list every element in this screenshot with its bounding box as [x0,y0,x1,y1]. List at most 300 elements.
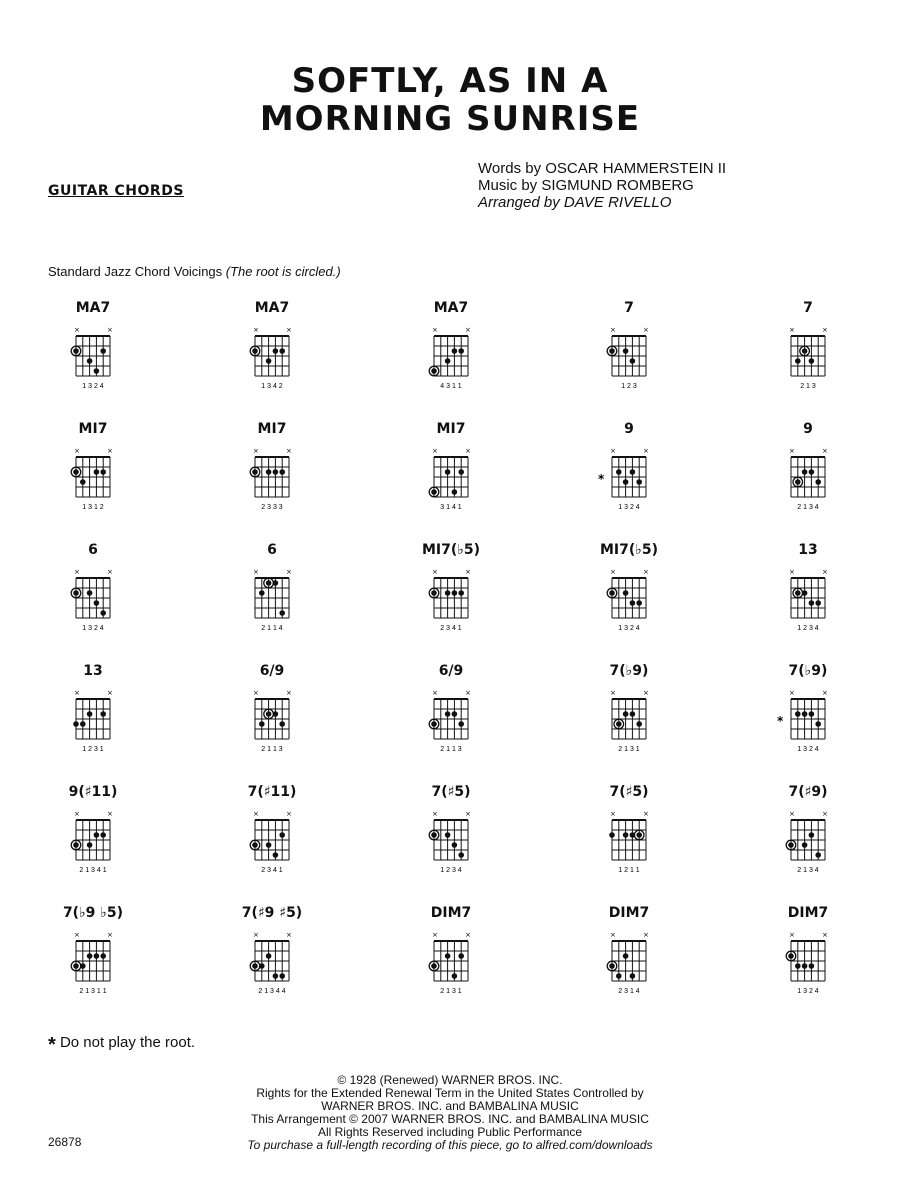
fretboard-diagram [579,560,679,640]
chord-name: MI7 [78,421,108,437]
finger-dot [802,711,808,717]
finger-dot [795,358,801,364]
finger-dot [636,600,642,606]
svg-text:×: × [74,326,80,334]
finger-dot [630,358,636,364]
fingering-label: 1 3 1 2 [82,504,104,511]
svg-text:×: × [253,326,259,334]
fingering-label: 1 3 2 4 [82,625,104,632]
voicings-note: (The root is circled.) [225,264,341,279]
finger-dot [266,842,272,848]
svg-text:×: × [253,689,259,697]
chord-name: MA7 [75,300,111,316]
finger-dot [73,963,79,969]
finger-dot [795,711,801,717]
finger-dot [431,721,437,727]
fretboard-diagram [579,923,679,1003]
fingering-label: 4 3 1 1 [440,383,462,390]
fretboard-diagram [222,560,322,640]
svg-text:×: × [107,689,113,697]
finger-dot [458,852,464,858]
svg-text:×: × [74,689,80,697]
svg-text:×: × [465,568,471,576]
fretboard-diagram [758,681,858,761]
chord-diagram [579,663,679,773]
svg-text:×: × [107,326,113,334]
finger-dot [458,348,464,354]
fingering-label: 1 3 2 4 [797,746,819,753]
fingering-label: 3 1 4 1 [440,504,462,511]
svg-text:×: × [643,810,649,818]
chord-diagram [758,905,858,1015]
finger-dot [87,711,93,717]
finger-dot [279,610,285,616]
finger-dot [94,953,100,959]
finger-dot [802,963,808,969]
finger-dot [630,711,636,717]
svg-text:×: × [643,447,649,455]
fretboard-diagram [579,802,679,882]
svg-text:×: × [643,931,649,939]
fretboard-diagram [222,802,322,882]
svg-text:×: × [107,447,113,455]
finger-dot [815,479,821,485]
copyright-line: To purchase a full-length recording of this piece, go to alfred.com/downloads [247,1138,653,1152]
svg-text:×: × [789,810,795,818]
finger-dot [266,469,272,475]
finger-dot [609,348,615,354]
finger-dot [802,469,808,475]
svg-text:×: × [107,931,113,939]
svg-text:×: × [822,326,828,334]
finger-dot [259,721,265,727]
svg-text:×: × [610,689,616,697]
finger-dot [452,973,458,979]
finger-dot [452,489,458,495]
finger-dot [636,832,642,838]
svg-text:×: × [465,689,471,697]
finger-dot [87,590,93,596]
fretboard-diagram [222,681,322,761]
fingering-label: 2 1 3 4 [797,504,819,511]
finger-dot [616,973,622,979]
finger-dot [273,469,279,475]
fretboard-diagram [401,923,501,1003]
finger-dot [273,852,279,858]
chord-diagram [401,542,501,652]
finger-dot [279,469,285,475]
svg-text:×: × [107,568,113,576]
chord-diagram [43,300,143,410]
svg-text:×: × [465,931,471,939]
finger-dot [273,348,279,354]
svg-text:×: × [789,447,795,455]
svg-text:×: × [253,810,259,818]
finger-dot [431,368,437,374]
copyright-block [0,1074,900,1152]
finger-dot [279,832,285,838]
svg-text:×: × [74,810,80,818]
copyright-line: All Rights Reserved including Public Performance [317,1125,583,1139]
copyright-line: WARNER BROS. INC. and BAMBALINA MUSIC [321,1099,579,1113]
finger-dot [809,832,815,838]
finger-dot [623,953,629,959]
finger-dot [609,963,615,969]
fingering-label: 1 3 2 4 [618,625,640,632]
fingering-label: 2 1 3 4 1 [79,867,107,874]
fingering-label: 1 2 1 1 [618,867,640,874]
svg-text:×: × [253,568,259,576]
finger-dot [273,711,279,717]
svg-text:×: × [822,689,828,697]
svg-text:×: × [286,326,292,334]
chord-diagram [758,542,858,652]
chord-diagram [222,542,322,652]
finger-dot [73,590,79,596]
finger-dot [94,469,100,475]
finger-dot [623,590,629,596]
chord-diagram [579,542,679,652]
no-root-marker: * [777,714,784,728]
finger-dot [431,590,437,596]
chord-name: 9 [803,421,813,437]
finger-dot [809,711,815,717]
svg-text:×: × [643,568,649,576]
fingering-label: 1 2 3 4 [797,625,819,632]
chord-diagram [222,905,322,1015]
finger-dot [252,469,258,475]
chord-name: 13 [798,542,818,558]
svg-text:×: × [253,447,259,455]
chord-diagram [401,421,501,531]
svg-text:×: × [286,568,292,576]
chord-diagram [401,663,501,773]
fingering-label: 1 2 3 1 [82,746,104,753]
finger-dot [802,348,808,354]
finger-dot [623,479,629,485]
fretboard-diagram [43,923,143,1003]
finger-dot [87,358,93,364]
svg-text:×: × [643,326,649,334]
finger-dot [452,590,458,596]
finger-dot [809,600,815,606]
finger-dot [809,469,815,475]
chord-name: 9(♯11) [68,784,118,800]
chord-diagram [43,663,143,773]
arranger-credit: Arranged by DAVE RIVELLO [478,194,672,211]
finger-dot [636,479,642,485]
chord-name: 13 [83,663,103,679]
fretboard-diagram [579,439,679,519]
finger-dot [445,832,451,838]
finger-dot [452,842,458,848]
finger-dot [630,973,636,979]
svg-text:×: × [432,689,438,697]
svg-text:×: × [253,931,259,939]
finger-dot [266,358,272,364]
svg-text:×: × [789,568,795,576]
finger-dot [630,600,636,606]
finger-dot [80,479,86,485]
finger-dot [73,469,79,475]
chord-name: 7(♯9) [788,784,828,800]
fingering-label: 2 1 3 1 [618,746,640,753]
chord-name: MI7 [257,421,287,437]
finger-dot [100,348,106,354]
finger-dot [458,953,464,959]
finger-dot [73,721,79,727]
svg-text:×: × [286,810,292,818]
chord-diagram [758,784,858,894]
svg-text:×: × [610,326,616,334]
fingering-label: 2 1 1 4 [261,625,283,632]
chord-diagram [401,905,501,1015]
chord-name: MA7 [254,300,290,316]
fingering-label: 2 3 3 3 [261,504,283,511]
chord-diagram [401,784,501,894]
finger-dot [100,953,106,959]
finger-dot [458,721,464,727]
fretboard-diagram [579,318,679,398]
svg-text:×: × [74,447,80,455]
finger-dot [266,711,272,717]
chord-name: MI7 [436,421,466,437]
svg-text:×: × [465,810,471,818]
finger-dot [100,832,106,838]
finger-dot [279,973,285,979]
finger-dot [259,590,265,596]
chord-name: 7(♯5) [609,784,649,800]
voicings-caption [48,264,341,279]
words-credit: Words by OSCAR HAMMERSTEIN II [478,160,727,177]
finger-dot [73,842,79,848]
finger-dot [73,348,79,354]
finger-dot [431,832,437,838]
chord-diagram [222,421,322,531]
fingering-label: 2 1 3 1 1 [79,988,107,995]
chord-name: MI7(♭5) [421,542,481,558]
title-line-2: MORNING SUNRISE [259,99,641,139]
chord-diagram [401,300,501,410]
finger-dot [630,469,636,475]
svg-text:×: × [610,447,616,455]
finger-dot [80,721,86,727]
copyright-line: This Arrangement © 2007 WARNER BROS. INC. and BAMBALINA MUSIC [251,1112,649,1126]
fretboard-diagram [401,560,501,640]
catalog-number: 26878 [48,1135,82,1149]
finger-dot [445,953,451,959]
finger-dot [623,348,629,354]
finger-dot [445,711,451,717]
finger-dot [100,711,106,717]
finger-dot [452,711,458,717]
no-root-marker: * [598,472,605,486]
chord-name: 7(♯9 ♯5) [241,905,303,921]
chord-diagram [222,300,322,410]
chord-diagram [222,663,322,773]
finger-dot [788,953,794,959]
finger-dot [431,489,437,495]
fingering-label: 1 3 2 4 [82,383,104,390]
finger-dot [802,842,808,848]
finger-dot [458,469,464,475]
finger-dot [445,469,451,475]
chord-name: MA7 [433,300,469,316]
chord-diagram [43,905,143,1015]
chord-diagram [222,784,322,894]
finger-dot [94,832,100,838]
fingering-label: 2 1 1 3 [261,746,283,753]
fretboard-diagram [401,439,501,519]
svg-text:×: × [789,326,795,334]
finger-dot [100,469,106,475]
fretboard-diagram [222,439,322,519]
chord-name: 7(♭9) [609,663,649,679]
fretboard-diagram [758,560,858,640]
voicings-label: Standard Jazz Chord Voicings [48,264,223,279]
fretboard-diagram [758,318,858,398]
fretboard-diagram [43,802,143,882]
finger-dot [100,610,106,616]
footnote [48,1034,195,1057]
finger-dot [616,721,622,727]
svg-text:×: × [822,568,828,576]
fingering-label: 2 3 4 1 [261,867,283,874]
fingering-label: 1 2 3 [621,383,637,390]
fretboard-diagram [579,681,679,761]
finger-dot [252,842,258,848]
svg-text:×: × [822,447,828,455]
svg-text:×: × [610,931,616,939]
copyright-line: Rights for the Extended Renewal Term in the United States Controlled by [256,1086,644,1100]
finger-dot [809,963,815,969]
finger-dot [616,469,622,475]
fretboard-diagram [758,802,858,882]
fingering-label: 2 1 3 [800,383,816,390]
chord-diagram [43,542,143,652]
fretboard-diagram [43,560,143,640]
finger-dot [815,600,821,606]
svg-text:×: × [465,447,471,455]
fingering-label: 2 1 1 3 [440,746,462,753]
chord-diagram [579,784,679,894]
title-line-1: SOFTLY, AS IN A [291,61,609,101]
fretboard-diagram [401,318,501,398]
finger-dot [815,852,821,858]
fingering-label: 2 1 3 4 4 [258,988,286,995]
chord-diagram [758,300,858,410]
finger-dot [279,348,285,354]
credits [478,160,726,211]
chord-name: MI7(♭5) [599,542,659,558]
song-title [0,62,900,138]
fingering-label: 1 3 2 4 [618,504,640,511]
svg-text:×: × [74,568,80,576]
finger-dot [431,963,437,969]
finger-dot [259,963,265,969]
chord-name: DIM7 [608,905,650,921]
finger-dot [795,590,801,596]
chord-name: 7(♭9) [788,663,828,679]
fretboard-diagram [222,318,322,398]
fingering-label: 2 1 3 4 [797,867,819,874]
svg-text:×: × [432,931,438,939]
fretboard-diagram [222,923,322,1003]
fretboard-diagram [758,439,858,519]
svg-text:×: × [432,568,438,576]
chord-name: 7(♯5) [431,784,471,800]
svg-text:×: × [107,810,113,818]
finger-dot [279,721,285,727]
fingering-label: 1 3 4 2 [261,383,283,390]
finger-dot [80,963,86,969]
finger-dot [445,358,451,364]
footnote-text: Do not play the root. [59,1034,196,1051]
svg-text:×: × [643,689,649,697]
finger-dot [609,590,615,596]
finger-dot [252,348,258,354]
chord-name: DIM7 [787,905,829,921]
finger-dot [273,580,279,586]
svg-text:×: × [610,810,616,818]
chord-diagram [579,421,679,531]
music-credit: Music by SIGMUND ROMBERG [478,177,694,194]
svg-text:×: × [286,447,292,455]
chord-name: 6/9 [438,663,464,679]
chord-diagram [758,421,858,531]
finger-dot [815,721,821,727]
fretboard-diagram [758,923,858,1003]
chord-diagram [43,421,143,531]
part-label: GUITAR CHORDS [48,183,184,199]
chord-name: 7(♭9 ♭5) [62,905,124,921]
chord-diagram [43,784,143,894]
svg-text:×: × [286,931,292,939]
fretboard-diagram [43,681,143,761]
finger-dot [94,600,100,606]
finger-dot [795,963,801,969]
fingering-label: 1 3 2 4 [797,988,819,995]
chord-name: 9 [624,421,634,437]
chord-name: 6 [267,542,277,558]
chord-diagram [579,300,679,410]
fingering-label: 2 1 3 1 [440,988,462,995]
finger-dot [87,842,93,848]
fingering-label: 2 3 1 4 [618,988,640,995]
chord-name: 7 [803,300,813,316]
finger-dot [266,580,272,586]
finger-dot [273,973,279,979]
finger-dot [609,832,615,838]
fingering-label: 2 3 4 1 [440,625,462,632]
fretboard-diagram [401,681,501,761]
chord-name: 6 [88,542,98,558]
finger-dot [87,953,93,959]
finger-dot [452,348,458,354]
chord-name: 6/9 [259,663,285,679]
svg-text:×: × [74,931,80,939]
finger-dot [623,832,629,838]
svg-text:×: × [465,326,471,334]
svg-text:×: × [789,689,795,697]
svg-text:×: × [822,810,828,818]
finger-dot [795,479,801,485]
svg-text:×: × [789,931,795,939]
finger-dot [266,953,272,959]
chord-diagram [758,663,858,773]
finger-dot [802,590,808,596]
finger-dot [809,358,815,364]
